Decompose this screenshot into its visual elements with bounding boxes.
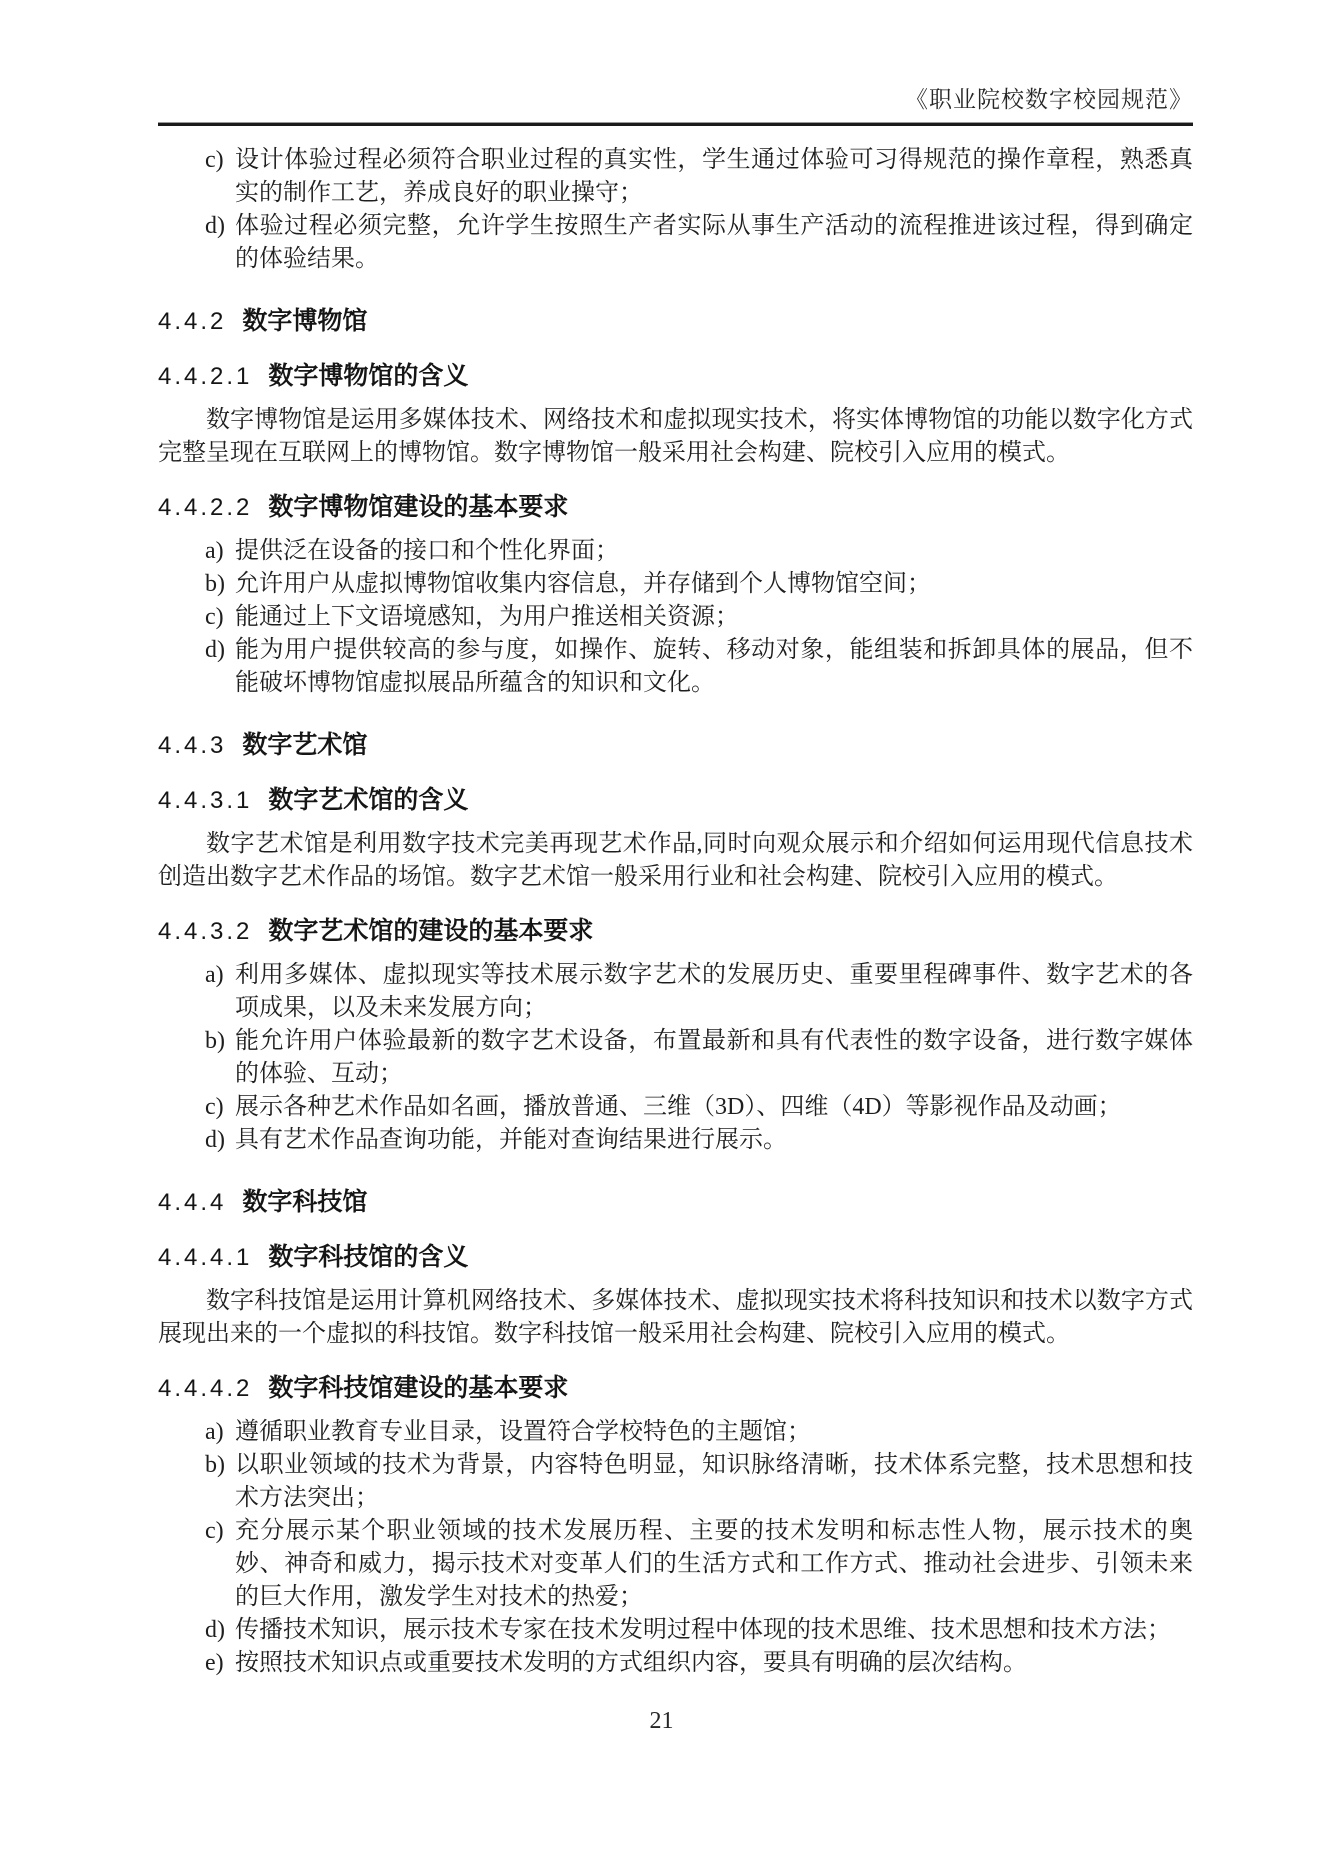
list-item-text: 遵循职业教育专业目录，设置符合学校特色的主题馆；	[235, 1419, 811, 1445]
list-item-marker: c)	[205, 1518, 224, 1544]
list-item	[158, 568, 1193, 601]
subsection-heading	[158, 783, 1193, 818]
subsection-number: 4.4.4.2	[158, 1375, 253, 1402]
section-title: 数字艺术馆	[242, 731, 368, 759]
paragraph: 数字科技馆是运用计算机网络技术、多媒体技术、虚拟现实技术将科技知识和技术以数字方式展现出来的一个虚拟的科技馆。数字科技馆一般采用社会构建、院校引入应用的模式。	[158, 1288, 1193, 1347]
list-item-marker: d)	[205, 1127, 225, 1153]
list-item	[158, 959, 1193, 1025]
list-item-text: 能为用户提供较高的参与度，如操作、旋转、移动对象，能组装和拆卸具体的展品，但不能破坏博物馆虚拟展品所蕴含的知识和文化。	[235, 637, 1193, 696]
list-item	[158, 1515, 1193, 1614]
page-header	[158, 86, 1193, 126]
list-item	[158, 1091, 1193, 1124]
subsection-number: 4.4.2.1	[158, 363, 253, 390]
list-item-text: 提供泛在设备的接口和个性化界面；	[235, 538, 619, 564]
section-heading	[158, 728, 1193, 763]
requirements-list	[158, 959, 1193, 1157]
list-item-marker: c)	[205, 147, 224, 173]
list-item-text: 利用多媒体、虚拟现实等技术展示数字艺术的发展历史、重要里程碑事件、数字艺术的各项成果，以及未来发展方向；	[235, 962, 1193, 1021]
list-item-marker: a)	[205, 538, 224, 564]
list-item-text: 具有艺术作品查询功能，并能对查询结果进行展示。	[235, 1127, 787, 1153]
list-item-text: 设计体验过程必须符合职业过程的真实性，学生通过体验可习得规范的操作章程，熟悉真实的制作工艺，养成良好的职业操守；	[235, 147, 1193, 206]
running-header-title: 《职业院校数字校园规范》	[905, 87, 1193, 112]
list-item-marker: a)	[205, 962, 224, 988]
subsection-number: 4.4.3.2	[158, 918, 253, 945]
subsection-number: 4.4.3.1	[158, 787, 253, 814]
list-item-marker: d)	[205, 637, 225, 663]
list-item-marker: b)	[205, 1452, 225, 1478]
subsection-title: 数字科技馆的含义	[268, 1243, 469, 1271]
requirements-list	[158, 1416, 1193, 1680]
list-item-text: 以职业领域的技术为背景，内容特色明显，知识脉络清晰，技术体系完整，技术思想和技术方法突出；	[235, 1452, 1193, 1511]
list-item-marker: d)	[205, 213, 225, 239]
section-heading	[158, 1185, 1193, 1220]
subsection-title: 数字博物馆建设的基本要求	[268, 493, 569, 521]
section-heading	[158, 304, 1193, 339]
list-item-text: 体验过程必须完整，允许学生按照生产者实际从事生产活动的流程推进该过程，得到确定的体验结果。	[235, 213, 1193, 272]
paragraph: 数字博物馆是运用多媒体技术、网络技术和虚拟现实技术，将实体博物馆的功能以数字化方式完整呈现在互联网上的博物馆。数字博物馆一般采用社会构建、院校引入应用的模式。	[158, 407, 1193, 466]
subsection-heading	[158, 914, 1193, 949]
list-item-text: 能通过上下文语境感知，为用户推送相关资源；	[235, 604, 739, 630]
list-item-marker: e)	[205, 1650, 224, 1676]
page-number: 21	[649, 1708, 674, 1734]
subsection-heading	[158, 1371, 1193, 1406]
list-item	[158, 210, 1193, 276]
section-number: 4.4.4	[158, 1189, 227, 1216]
list-item-marker: c)	[205, 604, 224, 630]
list-item-marker: c)	[205, 1094, 224, 1120]
list-item-text: 传播技术知识，展示技术专家在技术发明过程中体现的技术思维、技术思想和技术方法；	[235, 1617, 1171, 1643]
subsection-heading	[158, 359, 1193, 394]
subsection-heading	[158, 490, 1193, 525]
list-item	[158, 634, 1193, 700]
section-title: 数字博物馆	[242, 307, 368, 335]
subsection-title: 数字博物馆的含义	[268, 362, 469, 390]
subsection-title: 数字艺术馆的建设的基本要求	[268, 917, 594, 945]
page-footer	[0, 1708, 1323, 1735]
list-item-marker: a)	[205, 1419, 224, 1445]
list-item	[158, 144, 1193, 210]
section-number: 4.4.2	[158, 308, 227, 335]
list-item	[158, 535, 1193, 568]
subsection-number: 4.4.4.1	[158, 1244, 253, 1271]
list-item	[158, 1124, 1193, 1157]
subsection-title: 数字科技馆建设的基本要求	[268, 1374, 569, 1402]
list-item-text: 充分展示某个职业领域的技术发展历程、主要的技术发明和标志性人物，展示技术的奥妙、神奇和威力，揭示技术对变革人们的生活方式和工作方式、推动社会进步、引领未来的巨大作用，激发学生对技术的热爱；	[235, 1518, 1193, 1610]
list-item-marker: b)	[205, 571, 225, 597]
subsection-heading	[158, 1240, 1193, 1275]
section-title: 数字科技馆	[242, 1188, 368, 1216]
list-item	[158, 1614, 1193, 1647]
list-item-marker: d)	[205, 1617, 225, 1643]
list-item-marker: b)	[205, 1028, 225, 1054]
subsection-title: 数字艺术馆的含义	[268, 786, 469, 814]
list-item-text: 展示各种艺术作品如名画，播放普通、三维（3D）、四维（4D）等影视作品及动画；	[235, 1094, 1122, 1120]
list-item	[158, 1025, 1193, 1091]
list-item-text: 能允许用户体验最新的数字艺术设备，布置最新和具有代表性的数字设备，进行数字媒体的体验、互动；	[235, 1028, 1193, 1087]
paragraph: 数字艺术馆是利用数字技术完美再现艺术作品,同时向观众展示和介绍如何运用现代信息技术创造出数字艺术作品的场馆。数字艺术馆一般采用行业和社会构建、院校引入应用的模式。	[158, 831, 1193, 890]
carryover-list	[158, 144, 1193, 276]
subsection-number: 4.4.2.2	[158, 494, 253, 521]
list-item	[158, 1449, 1193, 1515]
header-rule	[158, 122, 1193, 126]
list-item	[158, 1416, 1193, 1449]
requirements-list	[158, 535, 1193, 700]
section-number: 4.4.3	[158, 732, 227, 759]
list-item-text: 按照技术知识点或重要技术发明的方式组织内容，要具有明确的层次结构。	[235, 1650, 1027, 1676]
list-item	[158, 601, 1193, 634]
list-item-text: 允许用户从虚拟博物馆收集内容信息，并存储到个人博物馆空间；	[235, 571, 931, 597]
list-item	[158, 1647, 1193, 1680]
document-body	[158, 144, 1193, 1680]
